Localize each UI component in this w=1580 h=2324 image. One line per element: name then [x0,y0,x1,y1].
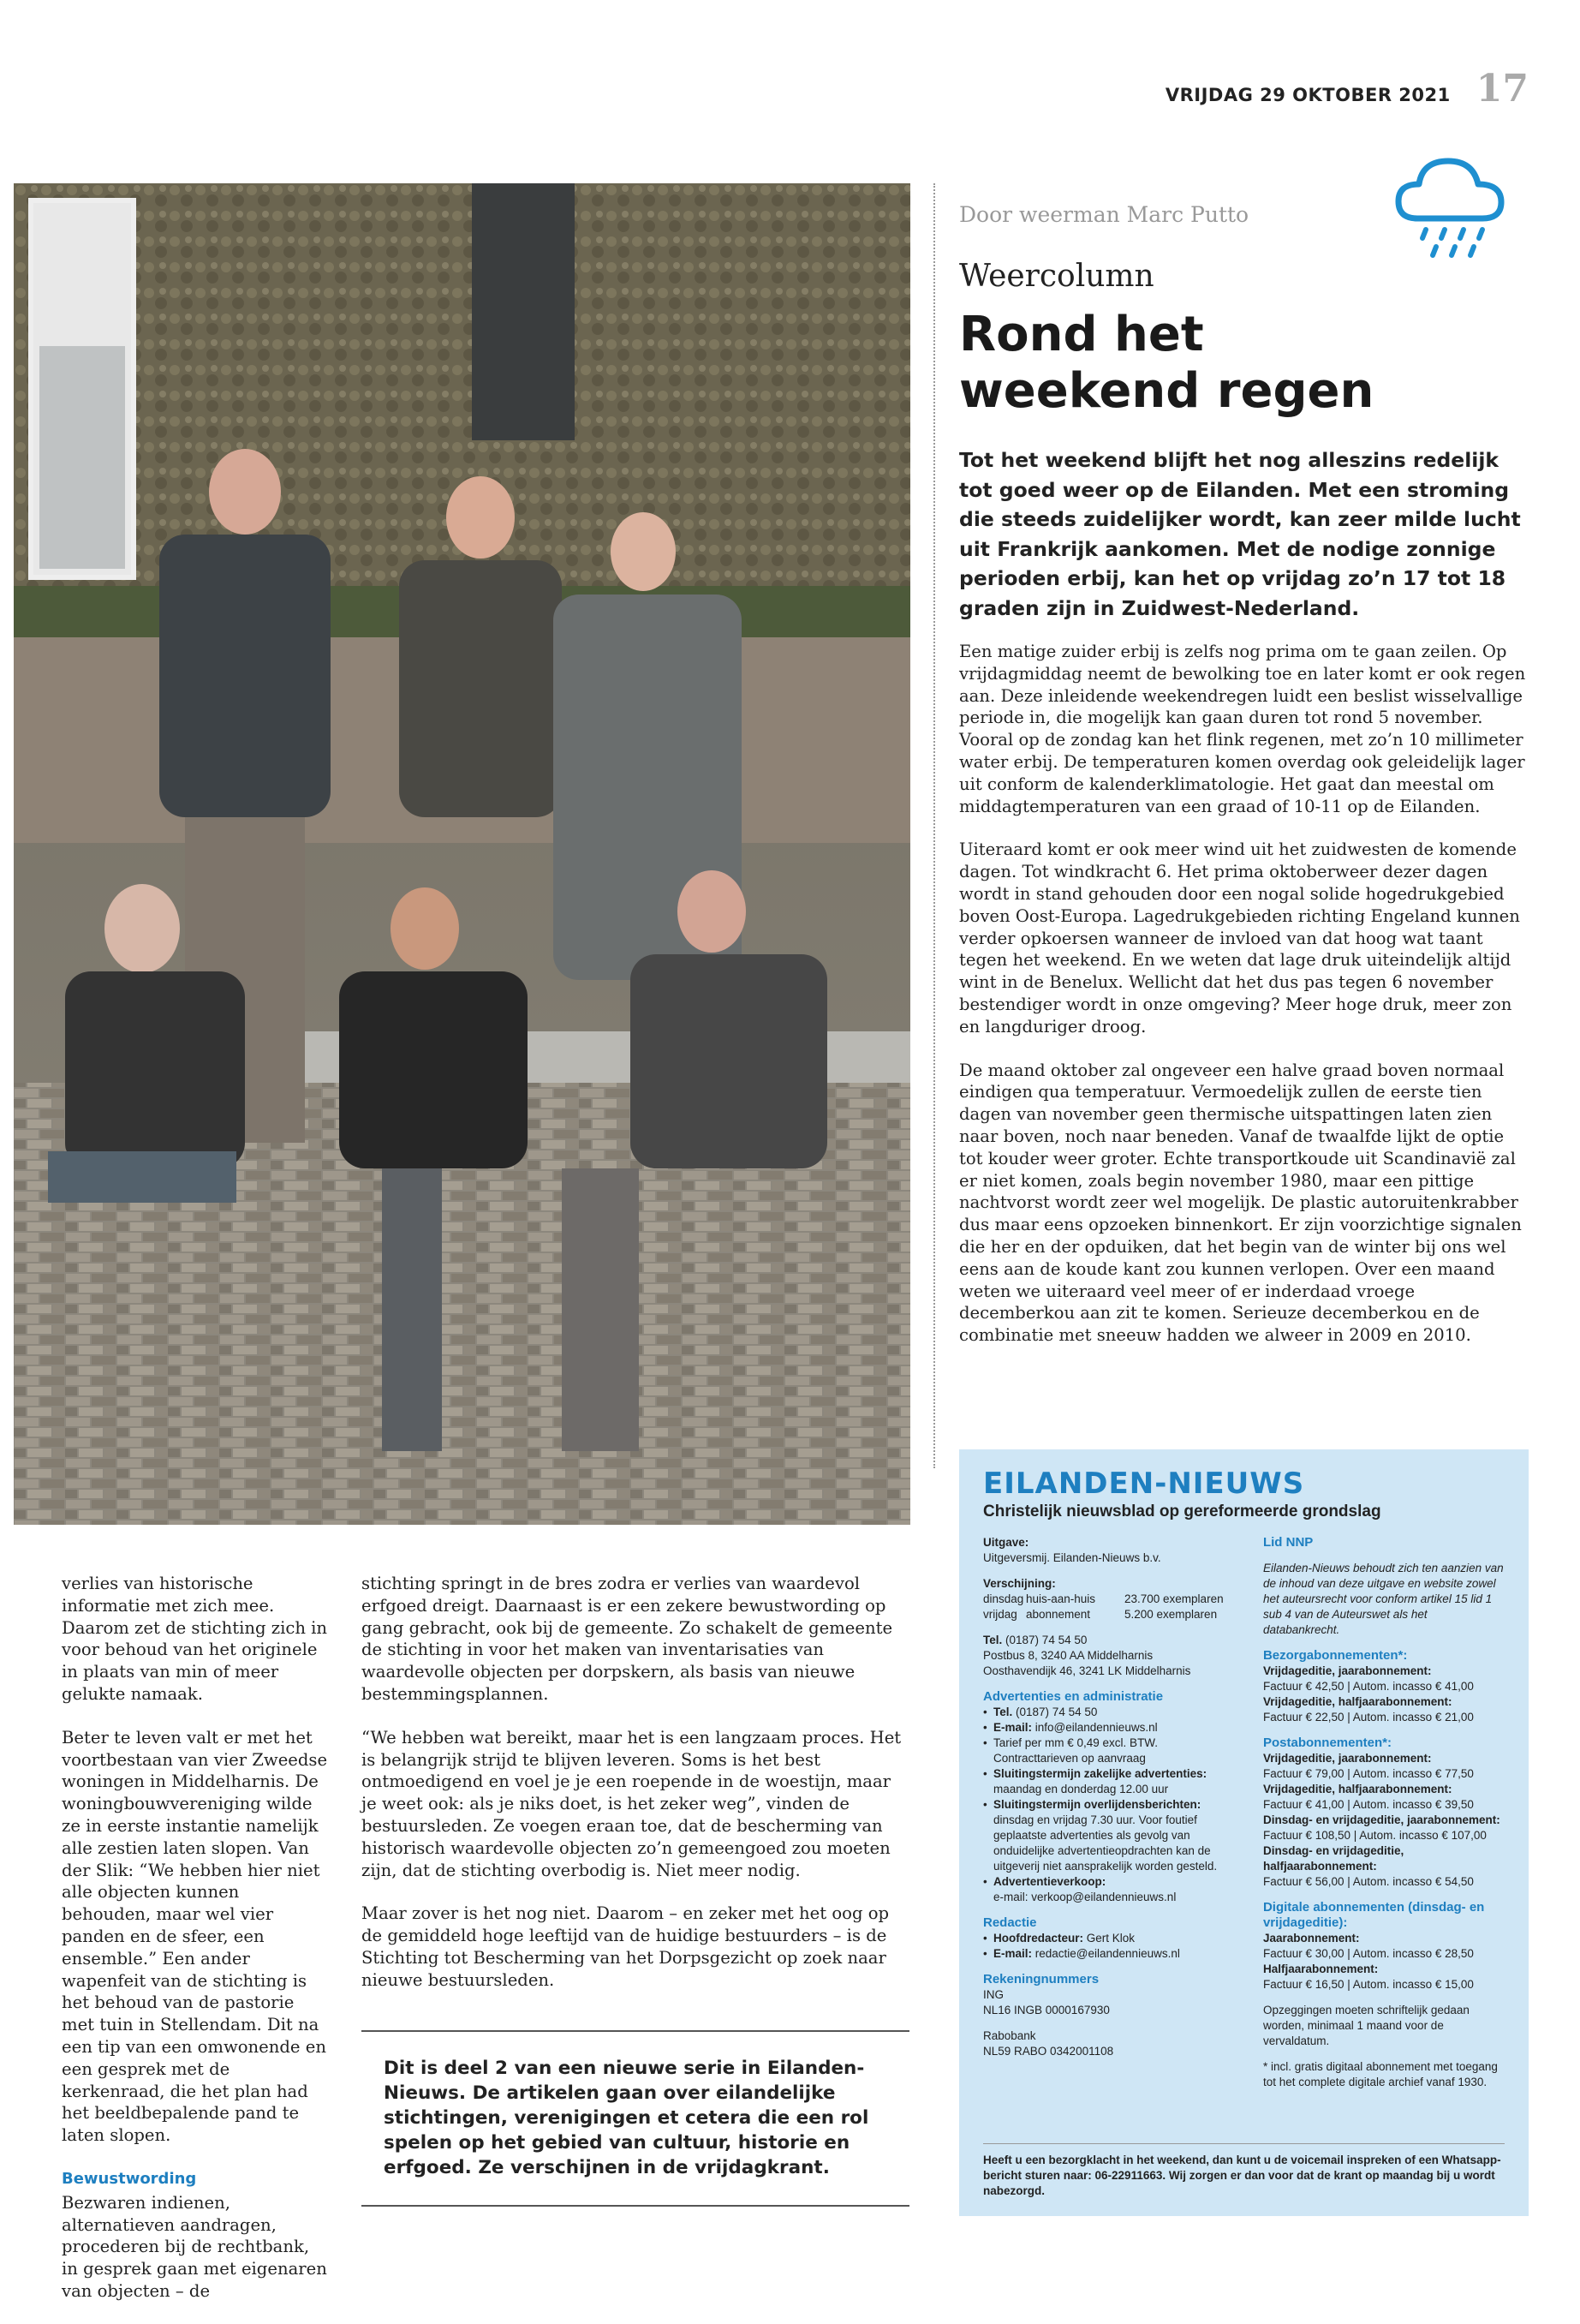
verschijning-row: vrijdag abonnement 5.200 exemplaren [983,1608,1218,1621]
address-street: Oosthavendijk 46, 3241 LK Middelharnis [983,1664,1191,1677]
column-divider [933,183,935,1468]
uitgave: Uitgeversmij. Eilanden-Nieuws b.v. [983,1551,1161,1564]
article-column-1 [62,1573,329,2324]
weather-paragraph: De maand oktober zal ongeveer een halve graad boven normaal eindigen qua temperatuur. Vermoedelijk zullen de eerste tien dagen van november geen thermische uitspattingen laten zien naar boven, noch naar beneden. Vanaf de twaalfde lijkt de optie tot kouder weer groter. Echte transportkoude uit Scandinavië zal er niet komen, zoals begin november 1980, maar een pittige nachtvorst wordt zeer wel mogelijk. De plastic autoruitenkrabber dus maar eens opzoeken binnenkort. Er zijn voorzichtige signalen die her en der opduiken, dat het begin van de winter bij ons wel eens aan de koude kant zou kunnen verlopen. Over een maand weten we uiteraard veel meer of er inderdaad vroege decemberkou aan zit te komen. Serieuze decemberkou en de combinatie met sneeuw hadden we alweer in 2009 en 2010. [959,1060,1522,1346]
article-column-2 [361,1573,909,2013]
article-paragraph: verlies van historische informatie met zich mee. Daarom zet de stichting zich in voor behoud van het originele in plaats van min of meer gelukte namaak. [62,1574,328,1704]
newspaper-logo: EILANDEN-NIEUWS [983,1467,1305,1501]
series-note: Dit is deel 2 van een nieuwe serie in Eilanden-Nieuws. De artikelen gaan over eilandelijke stichtingen, verenigingen et cetera die een rol spelen op het gebied van cultuur, historie en erfgoed. Ze verschijnen in de vrijdagkrant. [361,2030,909,2207]
headline: Rond het weekend regen [959,307,1374,419]
colophon-right: Lid NNP Eilanden-Nieuws behoudt zich ten aanzien van de inhoud van deze uitgave en website zowel het auteursrecht voor conform artikel 15 lid 1 sub 4 van de Auteurswet als het databankrecht. Bezorgabonnementen*: Vrijdageditie, jaarabonnement: Factuur € 42,50 | Autom. incasso € 41,00 Vrijdageditie, halfjaarabonnement: Factuur € 22,50 | Autom. incasso € 21,00 Postabonnementen*: Vrijdageditie, jaarabonnement: Factuur € 79,00 | Autom. incasso € 77,50 Vrijdageditie, halfjaarabonnement: Factuur € 41,00 | Autom. incasso € 39,50 Dinsdag- en vrijdageditie, jaarabonnement: Factuur € 108,50 | Autom. incasso € 107,00 Dinsdag- en vrijdageditie, halfjaarabonnement: Factuur € 56,00 | Autom. incasso € 54,50 Digitale abonnementen (dinsdag- en vrijdageditie): Jaarabonnement: Factuur € 30,00 | Autom. incasso € 28,50 Halfjaarabonnement: Factuur € 16,50 | Autom. incasso € 15,00 Opzeggingen moeten schriftelijk gedaan worden, minimaal 1 maand voor de vervaldatum. * incl. gratis digitaal abonnement met toegang tot het complete digitale archief vanaf 1930. [1262,1535,1504,2088]
article-paragraph: Maar zover is het nog niet. Daarom – en zeker met het oog op de gemiddeld hoge leeftijd van de huidige bestuurders – is de Stichting tot Bescherming van het Dorpsgezicht op zoek naar nieuwe bestuursleden. [361,1903,890,1990]
page-header [1166,67,1529,111]
email-link[interactable]: e-mail: verkoop@eilandennieuws.nl [993,1891,1177,1903]
weather-body [959,641,1529,1368]
footnote: * incl. gratis digitaal abonnement met toegang tot het complete digitale archief vanaf 1930. [1262,2060,1498,2088]
issue-date: VRIJDAG 29 OKTOBER 2021 [1165,85,1451,105]
complaint-note: Heeft u een bezorgklacht in het weekend, dan kunt u de voicemail inspreken of een Whatsapp-bericht sturen naar: 06-22911663. Wij zorgen er dan voor dat de krant op maandag bij u wordt nabezorgd. [983,2143,1505,2199]
rekening-title: Rekeningnummers [983,1972,1100,1986]
article-paragraph: Beter te leven valt er met het voortbestaan van vier Zweedse woningen in Middelharnis. De woningbouwvereniging wilde ze in eerste instantie namelijk alle zestien laten slopen. Van der Slik: “We hebben hier niet alle objecten kunnen behouden, maar wel vier panden en de sfeer, een ensemble.” Een ander wapenfeit van de stichting is het behoud van de pastorie met tuin in Stellendam. Dit na een tip van een omwonende en een gesprek met de kerkenraad, die het plan had het beeldbepalende pand te laten slopen. [62,1727,328,2146]
advertenties-title: Advertenties en administratie [983,1689,1164,1704]
article-paragraph: Bezwaren indienen, alternatieven aandragen, procederen bij de rechtbank, in gesprek gaan met eigenaren van objecten – de [62,2192,327,2301]
rain-cloud-icon [1392,146,1507,266]
page-number: 17 [1476,67,1529,111]
weather-paragraph: Een matige zuider erbij is zelfs nog prima om te gaan zeilen. Op vrijdagmiddag neemt de bewolking toe en later komt er ook regen aan. Deze inleidende weekendregen luidt een beslist wisselvallige periode in, die mogelijk kan gaan duren tot rond 5 november. Vooral op de zondag kan het flink regenen, met zo’n 10 millimeter water erbij. De temperaturen komen overdag ook geleidelijk lager uit conform de kalenderklimatologie. Het gaat dan meestal om middagtemperaturen van een graad of 10-11 op de Eilanden. [959,642,1526,816]
article-paragraph: “We hebben wat bereikt, maar het is een langzaam proces. Het is belangrijk strijd te blijven leveren. Soms is het best ontmoedigend en voel je je een roepende in de woestijn, maar je weet ook: als je niks doet, is het zeker weg”, vinden de bestuursleden. Ze voegen eraan toe, dat de bescherming van historisch waardevolle objecten zo’n gemeengoed zou moeten zijn, dat de stichting overbodig is. Niet meer nodig. [361,1727,902,1880]
digi-title: Digitale abonnementen (dinsdag- en vrijdageditie): [1262,1900,1485,1930]
group-photo [14,183,910,1525]
nnp-title: Lid NNP [1262,1535,1314,1550]
uitgave-label: Uitgave: [983,1536,1029,1549]
article-paragraph: stichting springt in de bres zodra er verlies van waardevol erfgoed dreigt. Daarnaast is er een zekere bewustwording op gang gebracht, ook bij de gemeente. Zo schakelt de gemeente de stichting in voor het maken van inventarisaties van waardevolle objecten per dorpskern, als basis van nieuwe bestemmingsplannen. [361,1574,893,1704]
newspaper-tagline: Christelijk nieuwsblad op gereformeerde grondslag [983,1503,1381,1520]
verschijning-label: Verschijning: [983,1577,1056,1590]
colophon-box [959,1449,1529,2216]
bezorg-title: Bezorgabonnementen*: [1262,1648,1408,1663]
nnp-text: Eilanden-Nieuws behoudt zich ten aanzien van de inhoud van deze uitgave en website zowel het auteursrecht voor conform artikel 15 lid 1 sub 4 van de Auteurswet als het databankrecht. [1262,1562,1504,1636]
email-link[interactable]: info@eilandennieuws.nl [1034,1721,1158,1734]
phone: (0187) 74 54 50 [1005,1634,1088,1646]
intro-paragraph: Tot het weekend blijft het nog alleszins redelijk tot goed weer op de Eilanden. Met een stroming die steeds zuidelijker wordt, kan zeer milde lucht uit Frankrijk aankomen. Met de nodige zonnige perioden erbij, kan het op vrijdag zo’n 17 tot 18 graden zijn in Zuidwest-Nederland. [959,448,1521,620]
verschijning-row: dinsdag huis-aan-huis 23.700 exemplaren [983,1592,1224,1605]
byline: Door weerman Marc Putto [959,202,1249,227]
colophon-left: Uitgave: Uitgeversmij. Eilanden-Nieuws b.v. Verschijning: dinsdag huis-aan-huis 23.700 exemplaren vrijdag abonnement 5.200 exemplaren Tel. (0187) 74 54 50 Postbus 8, 3240 AA Middelharnis Oosthavendijk 46, 3241 LK Middelharnis Advertenties en administratie • Tel. (0187) 74 54 50 • E-mail: info@eilandennieuws.nl • Tarief per mm € 0,49 excl. BTW. Contracttarieven op aanvraag • Sluitingstermijn zakelijke advertenties: maandag en donderdag 12.00 uur • Sluitingstermijn overlijdensberichten: dinsdag en vrijdag 7.30 uur. Voor foutief geplaatste advertenties als gevolg van onduidelijke advertentieopdrachten kan de uitgeverij niet aansprakelijk worden gesteld. • Advertentieverkoop: e-mail: verkoop@eilandennieuws.nl Redactie • Hoofdredacteur: Gert Klok • E-mail: redactie@eilandennieuws.nl Rekeningnummers ING NL16 INGB 0000167930 Rabobank NL59 RABO 0342001108 [983,1535,1229,2090]
post-title: Postabonnementen*: [1262,1736,1392,1750]
opzeggen: Opzeggingen moeten schriftelijk gedaan worden, minimaal 1 maand voor de vervaldatum. [1262,2004,1470,2047]
redactie-title: Redactie [983,1915,1037,1930]
section-kicker: Weercolumn [959,259,1154,294]
weather-paragraph: Uiteraard komt er ook meer wind uit het zuidwesten de komende dagen. Tot windkracht 6. Het prima oktoberweer dezer dagen wordt in stand gehouden door een nogal solide hogedrukgebied boven Oost-Europa. Lagedrukgebieden richting Engeland kunnen verder opkoersen wanneer de invloed van dat hoog wat taant tegen het weekend. En we weten dat lage druk uiteindelijk altijd wint in de Benelux. Wellicht dat het dus pas tegen 6 november bestendiger wordt in onze omgeving? Meer hoge druk, meer zon en langduriger droog. [959,839,1520,1037]
email-link[interactable]: redactie@eilandennieuws.nl [1034,1947,1180,1960]
address-postbus: Postbus 8, 3240 AA Middelharnis [983,1649,1154,1662]
article-subhead: Bewustwording [62,2169,197,2188]
